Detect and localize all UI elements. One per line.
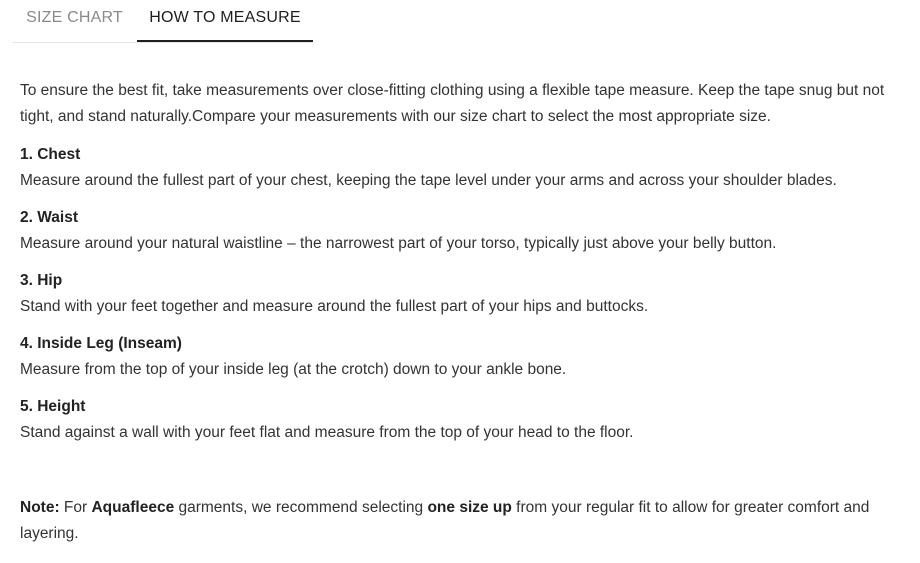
note-text: For <box>59 499 92 516</box>
section-text: Measure from the top of your inside leg (at the crotch) down to your ankle bone. <box>20 361 567 378</box>
section-text: Stand against a wall with your feet flat and measure from the top of your head to the floor. <box>20 424 634 441</box>
section-title: 3. Hip <box>20 272 63 289</box>
intro-paragraph: To ensure the best fit, take measurements over close-fitting clothing using a flexible tape measure. Keep the tape snug but not tight, and stand naturally.Compare your measurements with our size chart to select the most appropriate size. <box>20 82 885 125</box>
section-title: 5. Height <box>20 398 86 415</box>
brand-name: Aquafleece <box>91 499 175 516</box>
section-text: Stand with your feet together and measure around the fullest part of your hips and buttocks. <box>20 298 649 315</box>
tab-bar <box>12 0 312 43</box>
size-recommendation: one size up <box>427 499 512 516</box>
note-text: from your regular fit to allow for greater comfort and layering. <box>20 499 870 542</box>
section-hip <box>20 268 900 320</box>
section-title: 1. Chest <box>20 146 81 163</box>
section-title: 4. Inside Leg (Inseam) <box>20 335 182 352</box>
tab-size-chart[interactable]: SIZE CHART <box>26 9 123 26</box>
note-text: garments, we recommend selecting <box>174 499 428 516</box>
section-waist <box>20 205 900 257</box>
section-title: 2. Waist <box>20 209 78 226</box>
section-chest <box>20 142 900 194</box>
note-paragraph <box>20 495 900 547</box>
section-text: Measure around the fullest part of your chest, keeping the tape level under your arms and across your shoulder blades. <box>20 172 837 189</box>
tab-how-to-measure[interactable]: HOW TO MEASURE <box>137 0 313 42</box>
how-to-measure-panel <box>20 78 900 563</box>
section-text: Measure around your natural waistline – the narrowest part of your torso, typically just above your belly button. <box>20 235 777 252</box>
section-inside-leg <box>20 331 900 383</box>
note-label: Note: <box>20 499 60 516</box>
section-height <box>20 394 900 446</box>
